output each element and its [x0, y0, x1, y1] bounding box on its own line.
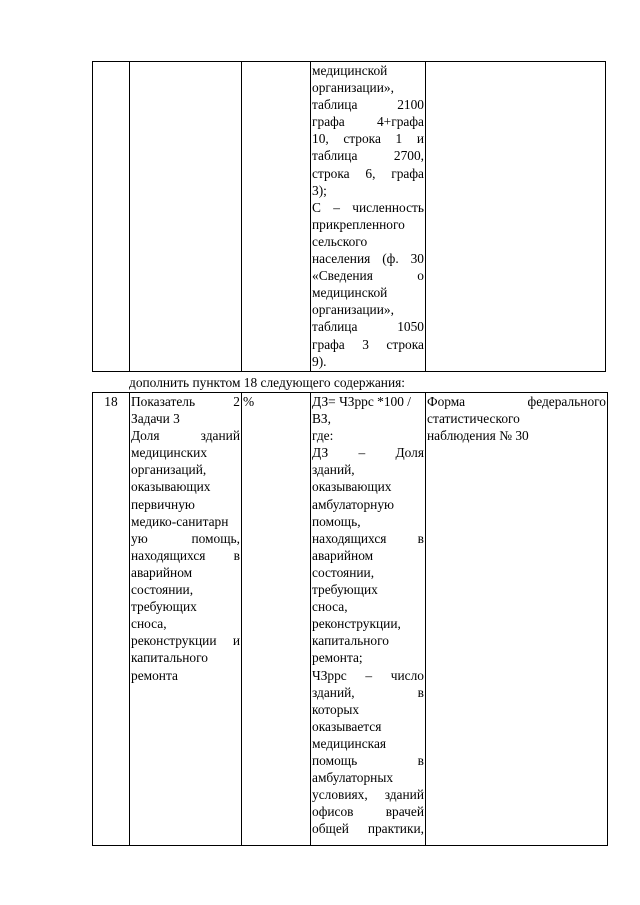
- formula-line: зданий,: [312, 462, 355, 478]
- formula-line: медицинской: [312, 63, 388, 78]
- formula-line: общей практики,: [312, 821, 424, 837]
- source-line: наблюдения № 30: [427, 428, 529, 444]
- formula-line: таблица 2100: [312, 97, 424, 113]
- indicator-line: ремонта: [131, 667, 178, 683]
- formula-line: графа 4+графа: [312, 114, 424, 130]
- indicator-line: оказывающих: [131, 479, 211, 495]
- indicator-line: требующих: [131, 599, 197, 615]
- formula-line: таблица 2700,: [312, 148, 424, 164]
- formula-line: 3);: [312, 182, 327, 198]
- formula-line: ДЗ – Доля: [312, 445, 424, 461]
- formula-line: населения (ф. 30: [312, 251, 424, 267]
- number-cell: [93, 62, 130, 372]
- unit-cell: %: [242, 393, 311, 846]
- formula-line: организации»,: [312, 302, 394, 318]
- indicator-line: реконструкции и: [131, 633, 240, 649]
- formula-line: таблица 1050: [312, 319, 424, 335]
- indicator-line: аварийном: [131, 564, 193, 580]
- source-cell: [426, 62, 606, 372]
- formula-cell: [311, 62, 426, 372]
- indicator-line: медико-санитарн: [131, 513, 229, 529]
- indicator-line: состоянии,: [131, 582, 194, 598]
- formula-line: капитального: [312, 633, 389, 649]
- formula-line: медицинская: [312, 735, 387, 751]
- formula-line: условиях, зданий: [312, 787, 424, 803]
- formula-line: требующих: [312, 582, 378, 598]
- source-line: Форма федерального: [427, 394, 606, 409]
- formula-line: помощь,: [312, 513, 361, 529]
- formula-line: амбулаторную: [312, 496, 395, 512]
- formula-line: аварийном: [312, 547, 374, 563]
- formula-line: оказывающих: [312, 479, 392, 495]
- formula-line: оказывается: [312, 718, 382, 734]
- formula-line: 10, строка 1 и: [312, 131, 424, 147]
- table-row: [93, 62, 606, 372]
- formula-line: «Сведения о: [312, 268, 424, 284]
- indicator-line: ую помощь,: [131, 530, 240, 546]
- fragment-table: [92, 61, 606, 372]
- formula-line: ЧЗррс – число: [312, 667, 424, 683]
- formula-line: медицинской: [312, 285, 388, 301]
- formula-line: ВЗ,: [312, 411, 331, 427]
- formula-line: помощь в: [312, 752, 424, 768]
- indicator-cell: [130, 62, 242, 372]
- indicator-line: сноса,: [131, 616, 167, 632]
- formula-line: состоянии,: [312, 564, 375, 580]
- formula-line: ДЗ= ЧЗррс *100 /: [312, 394, 412, 409]
- formula-line: ремонта;: [312, 650, 363, 666]
- indicator-cell: [130, 393, 242, 846]
- formula-line: реконструкции,: [312, 616, 401, 632]
- amendment-caption: дополнить пунктом 18 следующего содержания:: [129, 375, 406, 390]
- formula-line: зданий, в: [312, 684, 424, 700]
- source-cell: [426, 393, 608, 846]
- formula-line: организации»,: [312, 80, 394, 96]
- formula-cell: [311, 393, 426, 846]
- formula-line: офисов врачей: [312, 804, 424, 820]
- indicator-line: организаций,: [131, 462, 207, 478]
- formula-line: находящихся в: [312, 530, 424, 546]
- item-number-cell: 18: [93, 393, 130, 846]
- indicator-line: капитального: [131, 650, 208, 666]
- formula-line: 9).: [312, 353, 327, 369]
- unit-cell: [242, 62, 311, 372]
- source-line: статистического: [427, 411, 520, 427]
- formula-line: амбулаторных: [312, 770, 394, 786]
- formula-line: где:: [312, 428, 334, 444]
- formula-line: которых: [312, 701, 360, 717]
- formula-line: прикрепленного: [312, 216, 405, 232]
- formula-line: сноса,: [312, 599, 348, 615]
- formula-line: графа 3 строка: [312, 336, 424, 352]
- indicator-line: Показатель 2: [131, 394, 240, 409]
- table-row: [93, 393, 608, 846]
- indicator-line: Доля зданий: [131, 428, 240, 444]
- indicator-line: медицинских: [131, 445, 208, 461]
- indicator-line: находящихся в: [131, 547, 240, 563]
- item-18-table: [92, 392, 608, 846]
- formula-line: строка 6, графа: [312, 165, 424, 181]
- formula-line: сельского: [312, 233, 368, 249]
- indicator-line: Задачи 3: [131, 411, 180, 427]
- formula-line: С – численность: [312, 199, 424, 215]
- indicator-line: первичную: [131, 496, 195, 512]
